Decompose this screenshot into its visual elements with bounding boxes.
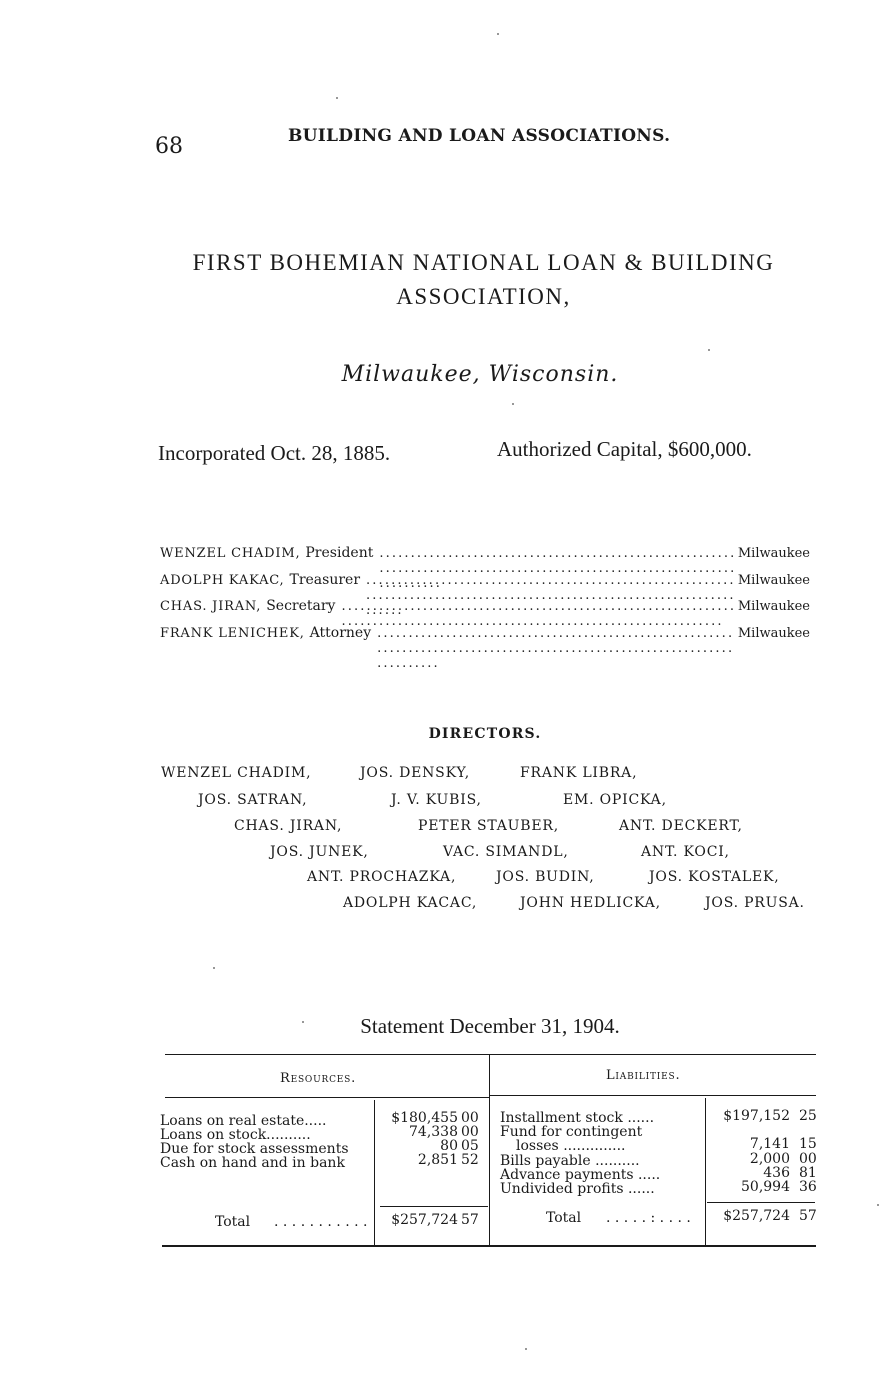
director-name: ANT. DECKERT, bbox=[619, 818, 743, 834]
scan-speck bbox=[877, 1204, 879, 1206]
director-name: FRANK LIBRA, bbox=[520, 765, 638, 781]
dot-leader bbox=[377, 626, 736, 671]
scan-speck bbox=[302, 1021, 304, 1023]
officer-place: Milwaukee bbox=[737, 599, 810, 614]
liabilities-heading: Liabilities. bbox=[606, 1068, 681, 1083]
resources-amount-divider bbox=[374, 1100, 375, 1245]
officer-place: Milwaukee bbox=[737, 546, 810, 561]
director-name: EM. OPICKA, bbox=[563, 792, 667, 808]
resources-header-rule bbox=[165, 1097, 489, 1098]
officer-role: Attorney bbox=[309, 625, 372, 641]
resource-dollars: 74,338 bbox=[409, 1124, 458, 1140]
officer-row bbox=[160, 625, 810, 645]
director-name: WENZEL CHADIM, bbox=[161, 765, 312, 781]
director-name: JOS. JUNEK, bbox=[270, 844, 369, 860]
statement-title: Statement December 31, 1904. bbox=[360, 1014, 620, 1038]
director-name: JOS. KOSTALEK, bbox=[649, 869, 780, 885]
center-divider bbox=[489, 1054, 490, 1246]
director-name: VAC. SIMANDL, bbox=[443, 844, 569, 860]
resources-heading: Resources. bbox=[280, 1071, 357, 1086]
director-name: ADOLPH KACAC, bbox=[343, 895, 478, 911]
liabilities-total-cents: 57 bbox=[799, 1208, 817, 1224]
officer-role: Secretary bbox=[266, 598, 336, 614]
officer-name: FRANK LENICHEK, bbox=[160, 626, 305, 641]
resource-cents: 05 bbox=[461, 1138, 479, 1154]
liability-cents: 36 bbox=[799, 1179, 817, 1195]
director-name: JOS. SATRAN, bbox=[198, 792, 308, 808]
association-title-line-1: FIRST BOHEMIAN NATIONAL LOAN & BUILDING bbox=[192, 250, 775, 275]
liability-label: Undivided profits ...... bbox=[500, 1181, 655, 1197]
officer-name: WENZEL CHADIM, bbox=[160, 546, 301, 561]
director-name: CHAS. JIRAN, bbox=[234, 818, 343, 834]
page-number: 68 bbox=[155, 134, 183, 159]
officer-name: CHAS. JIRAN, bbox=[160, 599, 262, 614]
table-top-rule bbox=[165, 1054, 816, 1055]
dot-leader: . . . . . : . . . . bbox=[606, 1210, 691, 1226]
dot-leader: . . . . . . . . . . . bbox=[274, 1214, 368, 1230]
scan-speck bbox=[512, 403, 514, 405]
liability-dollars: 7,141 bbox=[749, 1136, 790, 1152]
liability-label: Installment stock ...... bbox=[500, 1110, 655, 1126]
resource-label: Cash on hand and in bank bbox=[160, 1155, 345, 1171]
resource-cents: 00 bbox=[461, 1124, 479, 1140]
resources-total-dollars: $257,724 bbox=[391, 1212, 458, 1228]
scan-speck bbox=[213, 967, 215, 969]
director-name: JOS. DENSKY, bbox=[360, 765, 470, 781]
director-name: PETER STAUBER, bbox=[418, 818, 559, 834]
scan-speck bbox=[336, 97, 338, 99]
liability-dollars: $197,152 bbox=[723, 1108, 790, 1124]
liability-cents: 15 bbox=[799, 1136, 817, 1152]
incorporated-date: Incorporated Oct. 28, 1885. bbox=[158, 441, 391, 465]
resource-cents: 52 bbox=[461, 1152, 479, 1168]
liability-cents: 00 bbox=[799, 1151, 817, 1167]
authorized-capital: Authorized Capital, $600,000. bbox=[497, 437, 752, 461]
liability-label: losses .............. bbox=[516, 1138, 626, 1154]
liability-dollars: 50,994 bbox=[741, 1179, 790, 1195]
director-name: JOS. BUDIN, bbox=[496, 869, 595, 885]
resource-label: Due for stock assessments bbox=[160, 1141, 349, 1157]
director-name: ANT. PROCHAZKA, bbox=[307, 869, 457, 885]
liability-label: Bills payable .......... bbox=[500, 1153, 640, 1169]
officer-place: Milwaukee bbox=[737, 573, 810, 588]
director-name: JOHN HEDLICKA, bbox=[520, 895, 661, 911]
liabilities-header-rule bbox=[490, 1095, 816, 1096]
association-location: Milwaukee, Wisconsin. bbox=[341, 362, 619, 387]
running-head: BUILDING AND LOAN ASSOCIATIONS. bbox=[288, 126, 671, 146]
liability-label: Fund for contingent bbox=[500, 1124, 643, 1140]
liabilities-amount-divider bbox=[705, 1098, 706, 1245]
officer-row bbox=[160, 598, 810, 618]
resources-total-rule bbox=[380, 1206, 488, 1207]
officer-row bbox=[160, 572, 810, 592]
officer-row bbox=[160, 545, 810, 565]
liabilities-total-rule bbox=[707, 1202, 815, 1203]
resource-dollars: 2,851 bbox=[417, 1152, 458, 1168]
director-name: JOS. PRUSA. bbox=[705, 895, 805, 911]
officer-place: Milwaukee bbox=[737, 626, 810, 641]
director-name: ANT. KOCI, bbox=[641, 844, 730, 860]
liability-dollars: 436 bbox=[763, 1165, 790, 1181]
association-title-line-2: ASSOCIATION, bbox=[396, 284, 571, 309]
resource-cents: 00 bbox=[461, 1110, 479, 1126]
resource-label: Loans on stock.......... bbox=[160, 1127, 311, 1143]
directors-heading: DIRECTORS. bbox=[428, 726, 542, 742]
resources-total-label: Total bbox=[215, 1214, 251, 1230]
director-name: J. V. KUBIS, bbox=[391, 792, 482, 808]
scan-speck bbox=[497, 33, 499, 35]
resources-total-cents: 57 bbox=[461, 1212, 479, 1228]
liability-dollars: 2,000 bbox=[749, 1151, 790, 1167]
scan-speck bbox=[525, 1348, 527, 1350]
liability-cents: 81 bbox=[799, 1165, 817, 1181]
officer-role: President bbox=[305, 545, 374, 561]
liability-cents: 25 bbox=[799, 1108, 817, 1124]
officer-role: Treasurer bbox=[289, 572, 361, 588]
resource-dollars: 80 bbox=[440, 1138, 458, 1154]
liabilities-total-label: Total bbox=[546, 1210, 582, 1226]
liability-label: Advance payments ..... bbox=[500, 1167, 661, 1183]
resource-label: Loans on real estate..... bbox=[160, 1113, 327, 1129]
scan-speck bbox=[708, 349, 710, 351]
resource-dollars: $180,455 bbox=[391, 1110, 458, 1126]
officer-name: ADOLPH KAKAC, bbox=[160, 573, 285, 588]
liabilities-total-dollars: $257,724 bbox=[723, 1208, 790, 1224]
